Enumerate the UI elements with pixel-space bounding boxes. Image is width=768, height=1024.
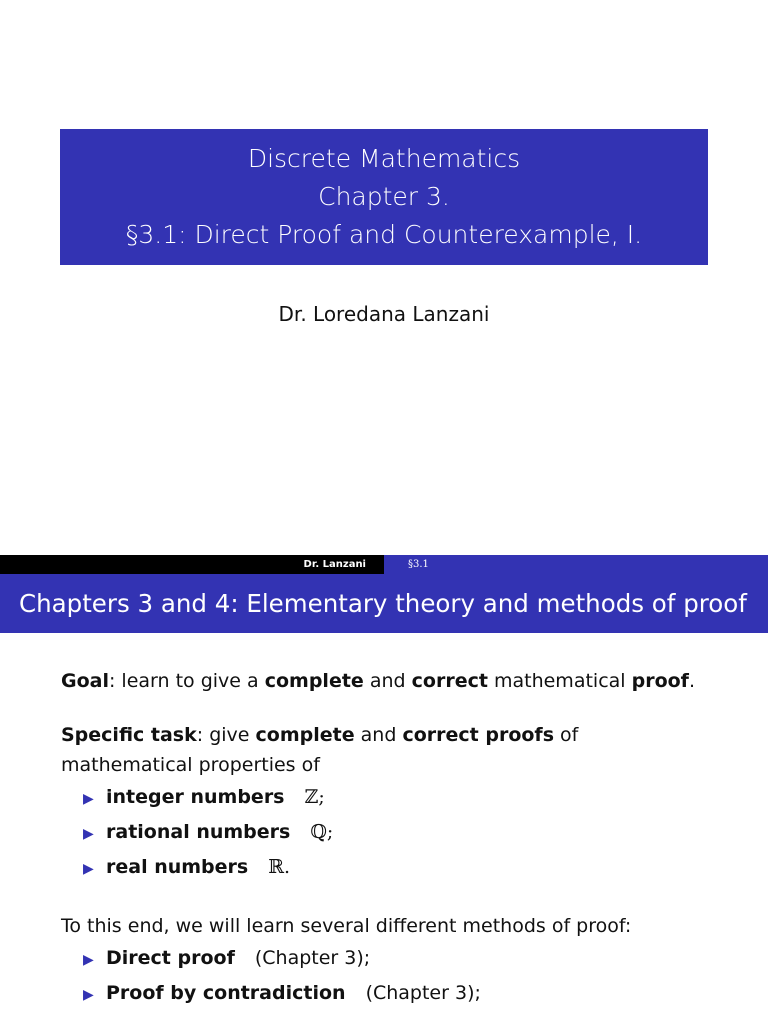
- title-line-3: §3.1: Direct Proof and Counterexample, I.: [125, 220, 643, 249]
- goal-paragraph: [61, 666, 751, 696]
- task-paragraph: [61, 720, 751, 780]
- list-item: [61, 817, 751, 852]
- goal-text: .: [688, 670, 695, 692]
- math-symbol: ℝ.: [268, 856, 291, 878]
- bullet-triangle-icon: ▶: [83, 826, 94, 842]
- frame-title: Chapters 3 and 4: Elementary theory and methods of proof: [0, 574, 768, 633]
- goal-text: mathematical: [487, 670, 632, 692]
- math-symbol: ℤ;: [304, 786, 325, 808]
- math-symbol: ℚ;: [310, 821, 334, 843]
- goal-bold: correct: [411, 670, 488, 692]
- slide-content: [61, 666, 751, 1013]
- task-text: : give: [196, 724, 256, 746]
- task-line-2: mathematical properties of: [61, 754, 320, 776]
- goal-text: and: [363, 670, 412, 692]
- goal-bold: proof: [631, 670, 689, 692]
- title-box: [60, 129, 708, 265]
- bullet-triangle-icon: ▶: [83, 952, 94, 968]
- methods-intro: To this end, we will learn several different methods of proof:: [61, 915, 632, 937]
- list-item: [61, 782, 751, 817]
- goal-bold: complete: [264, 670, 364, 692]
- bullet-label: Proof by contradiction: [106, 982, 346, 1004]
- task-text: of: [554, 724, 579, 746]
- title-line-2: Chapter 3.: [318, 182, 450, 211]
- list-item: [61, 978, 751, 1013]
- bullet-triangle-icon: ▶: [83, 987, 94, 1003]
- title-line-1: Discrete Mathematics: [247, 144, 521, 173]
- footer-section: §3.1: [384, 555, 768, 574]
- task-text: and: [354, 724, 403, 746]
- bullet-triangle-icon: ▶: [83, 791, 94, 807]
- list-item: [61, 852, 751, 887]
- task-bold: correct proofs: [402, 724, 555, 746]
- bullet-note: (Chapter 3);: [365, 982, 481, 1004]
- bullet-note: (Chapter 3);: [254, 947, 371, 969]
- methods-list: [61, 943, 751, 1013]
- task-label: Specific task: [61, 724, 197, 746]
- bullet-label: Direct proof: [106, 947, 235, 969]
- goal-text: : learn to give a: [108, 670, 265, 692]
- footer-author: Dr. Lanzani: [0, 555, 384, 574]
- bullet-label: rational numbers: [106, 821, 291, 843]
- slide-footer: [0, 555, 768, 574]
- bullet-triangle-icon: ▶: [83, 861, 94, 877]
- author-name: Dr. Loredana Lanzani: [278, 302, 490, 326]
- bullet-label: real numbers: [106, 856, 249, 878]
- list-item: [61, 943, 751, 978]
- goal-label: Goal: [61, 670, 109, 692]
- number-types-list: [61, 782, 751, 887]
- task-bold: complete: [255, 724, 355, 746]
- bullet-label: integer numbers: [106, 786, 285, 808]
